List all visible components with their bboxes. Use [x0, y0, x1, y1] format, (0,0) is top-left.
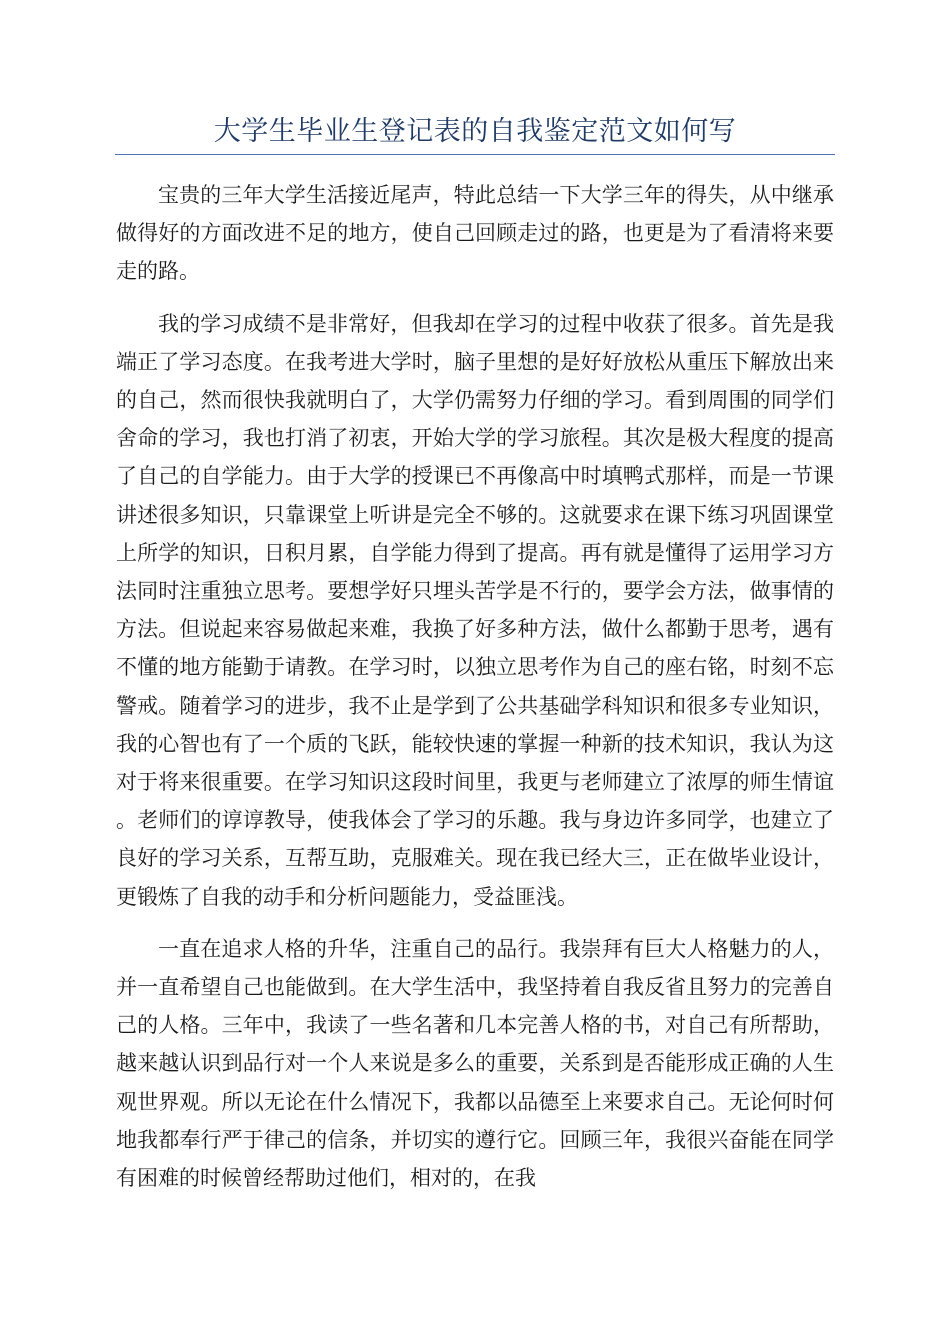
document-body — [116, 176, 834, 1211]
paragraph-character: 一直在追求人格的升华，注重自己的品行。我崇拜有巨大人格魅力的人，并一直希望自己也能做到。在大学生活中，我坚持着自我反省且努力的完善自己的人格。三年中，我读了一些名著和几本完善人格的书，对自己有所帮助，越来越认识到品行对一个人来说是多么的重要，关系到是否能形成正确的人生观世界观。所以无论在什么情况下，我都以品德至上来要求自己。无论何时何地我都奉行严于律己的信条，并切实的遵行它。回顾三年，我很兴奋能在同学有困难的时候曾经帮助过他们，相对的，在我 — [116, 936, 834, 1191]
paragraph-study: 我的学习成绩不是非常好，但我却在学习的过程中收获了很多。首先是我端正了学习态度。在我考进大学时，脑子里想的是好好放松从重压下解放出来的自己，然而很快我就明白了，大学仍需努力仔细的学习。看到周围的同学们舍命的学习，我也打消了初衷，开始大学的学习旅程。其次是极大程度的提高了自己的自学能力。由于大学的授课已不再像高中时填鸭式那样，而是一节课讲述很多知识，只靠课堂上听讲是完全不够的。这就要求在课下练习巩固课堂上所学的知识，日积月累，自学能力得到了提高。再有就是懂得了运用学习方法同时注重独立思考。要想学好只埋头苦学是不行的，要学会方法，做事情的方法。但说起来容易做起来难，我换了好多种方法，做什么都勤于思考，遇有不懂的地方能勤于请教。在学习时，以独立思考作为自己的座右铭，时刻不忘警戒。随着学习的进步，我不止是学到了公共基础学科知识和很多专业知识，我的心智也有了一个质的飞跃，能较快速的掌握一种新的技术知识，我认为这对于将来很重要。在学习知识这段时间里，我更与老师建立了浓厚的师生情谊。老师们的谆谆教导，使我体会了学习的乐趣。我与身边许多同学，也建立了良好的学习关系，互帮互助，克服难关。现在我已经大三，正在做毕业设计，更锻炼了自我的动手和分析问题能力，受益匪浅。 — [116, 311, 834, 909]
paragraph-intro: 宝贵的三年大学生活接近尾声，特此总结一下大学三年的得失，从中继承做得好的方面改进不足的地方，使自己回顾走过的路，也更是为了看清将来要走的路。 — [116, 183, 834, 284]
document-title: 大学生毕业生登记表的自我鉴定范文如何写 — [213, 116, 737, 147]
title-underline — [115, 154, 835, 155]
